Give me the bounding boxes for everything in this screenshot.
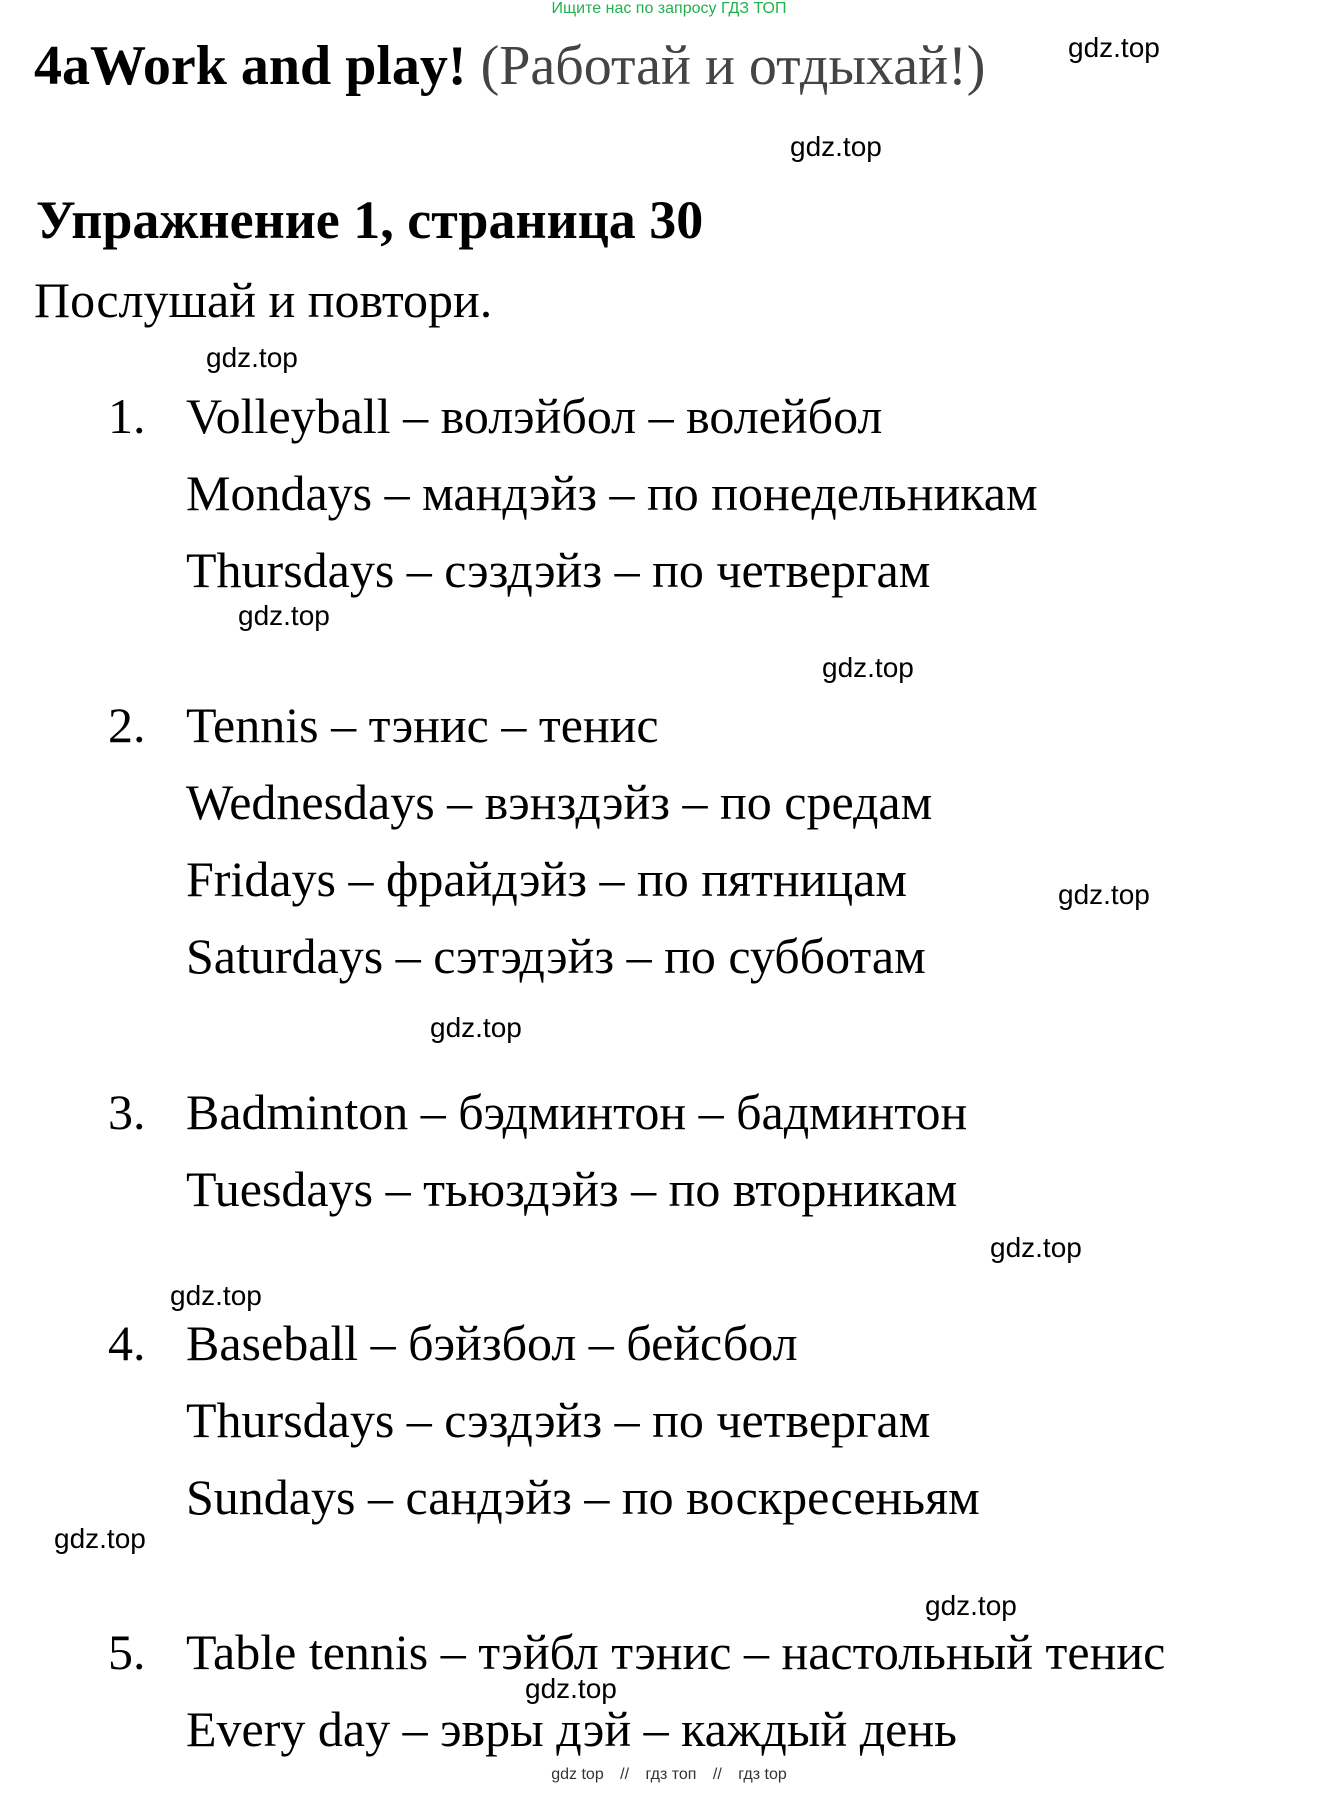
page-title xyxy=(34,34,985,98)
list-item: Thursdays – сэздэйз – по четвергам xyxy=(186,542,931,598)
title-sub: (Работай и отдыхай!) xyxy=(480,35,986,97)
list-item: Sundays – сандэйз – по воскресеньям xyxy=(186,1469,980,1525)
footer-separator: // xyxy=(712,1766,722,1783)
watermark: gdz.top xyxy=(790,131,882,162)
watermark: gdz.top xyxy=(238,600,330,631)
watermark: gdz.top xyxy=(430,1012,522,1043)
footer xyxy=(0,1766,1338,1784)
item-number-1: 1. xyxy=(108,388,146,444)
list-item: Wednesdays – вэнздэйз – по средам xyxy=(186,774,933,830)
list-item: Tennis – тэнис – тенис xyxy=(186,697,659,753)
list-item: Every day – эвры дэй – каждый день xyxy=(186,1701,957,1757)
watermark: gdz.top xyxy=(54,1523,146,1554)
watermark: gdz.top xyxy=(990,1232,1082,1263)
footer-separator: // xyxy=(620,1766,630,1783)
list-item: Baseball – бэйзбол – бейсбол xyxy=(186,1315,798,1371)
item-number-3: 3. xyxy=(108,1084,146,1140)
watermark: gdz.top xyxy=(170,1280,262,1311)
item-number-2: 2. xyxy=(108,697,146,753)
exercise-heading: Упражнение 1, страница 30 xyxy=(36,190,704,250)
watermark: gdz.top xyxy=(925,1590,1017,1621)
list-item: Thursdays – сэздэйз – по четвергам xyxy=(186,1392,931,1448)
footer-text: гдз топ xyxy=(645,1766,697,1783)
footer-text: гдз top xyxy=(738,1766,787,1783)
watermark: gdz.top xyxy=(1068,32,1160,63)
top-banner: Ищите нас по запросу ГДЗ ТОП xyxy=(551,0,787,17)
list-item: Tuesdays – тьюздэйз – по вторникам xyxy=(186,1161,958,1217)
list-item: Table tennis – тэйбл тэнис – настольный тенис xyxy=(186,1624,1166,1680)
footer-text: gdz top xyxy=(551,1766,604,1783)
list-item: Fridays – фрайдэйз – по пятницам xyxy=(186,851,907,907)
list-item: Badminton – бэдминтон – бадминтон xyxy=(186,1084,968,1140)
watermark: gdz.top xyxy=(525,1673,617,1704)
watermark: gdz.top xyxy=(206,342,298,373)
instruction: Послушай и повтори. xyxy=(34,272,493,328)
item-number-5: 5. xyxy=(108,1624,146,1680)
item-number-4: 4. xyxy=(108,1315,146,1371)
title-main: 4aWork and play! xyxy=(34,35,467,97)
watermark: gdz.top xyxy=(822,652,914,683)
list-item: Volleyball – волэйбол – волейбол xyxy=(186,388,883,444)
list-item: Saturdays – сэтэдэйз – по субботам xyxy=(186,928,926,984)
list-item: Mondays – мандэйз – по понедельникам xyxy=(186,465,1038,521)
watermark: gdz.top xyxy=(1058,879,1150,910)
